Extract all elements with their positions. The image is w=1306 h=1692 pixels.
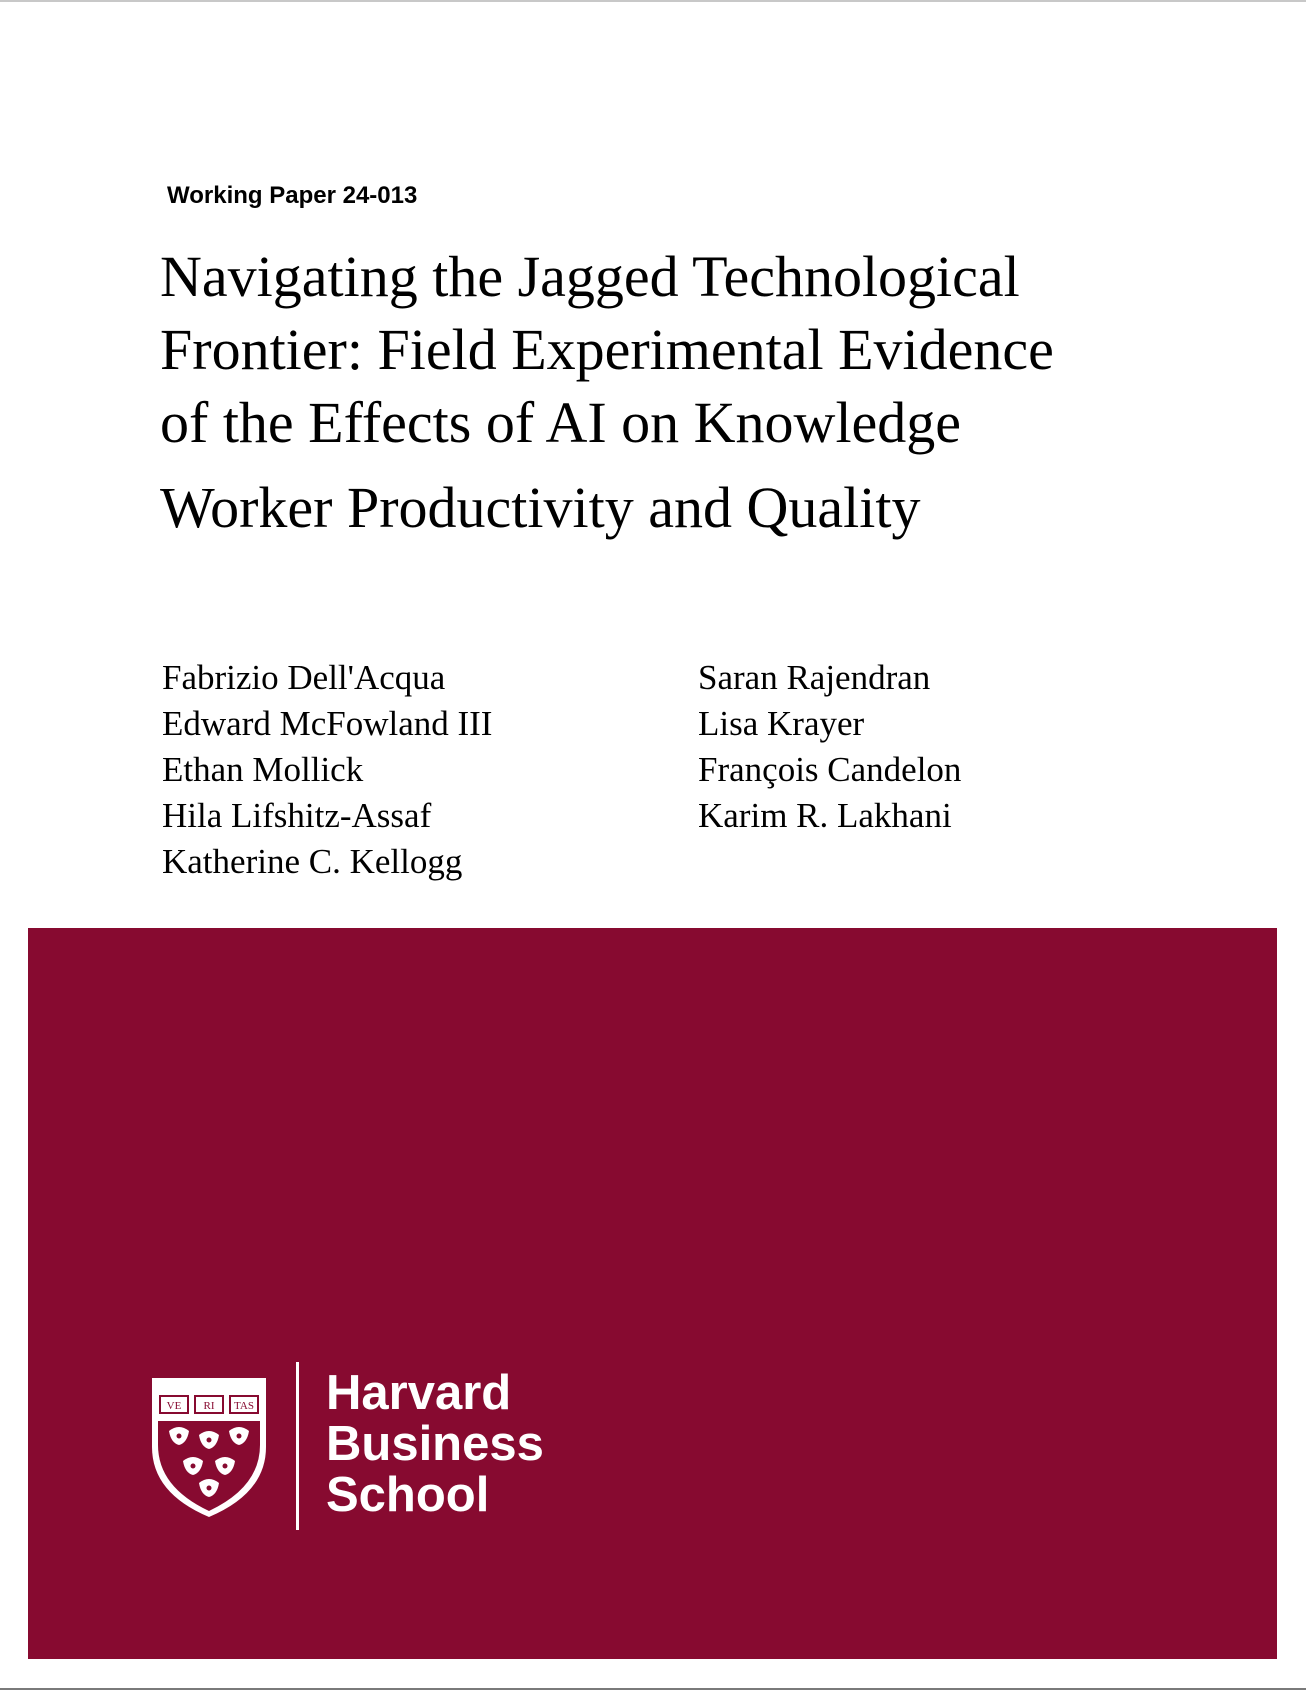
shield-dot [191,1464,196,1469]
shield-dot [207,1438,212,1443]
shield-dot [177,1434,182,1439]
brand-name-line: Business [326,1417,544,1471]
page-top-rule [0,0,1306,2]
harvard-business-school-wordmark [326,1368,544,1521]
title-line: Navigating the Jagged Technological [160,244,1020,309]
author-name: Ethan Mollick [162,750,364,789]
brand-name-line: Harvard [326,1366,512,1420]
title-line: Frontier: Field Experimental Evidence [160,317,1054,382]
author-name: Karim R. Lakhani [698,796,952,835]
author-name: Hila Lifshitz-Assaf [162,796,432,835]
paper-title [160,240,1160,544]
working-paper-number: Working Paper 24-013 [167,182,418,209]
brand-divider [296,1362,299,1530]
veritas-shield-icon [149,1375,269,1520]
title-line: of the Effects of AI on Knowledge [160,390,962,455]
author-list-left [162,655,492,885]
author-name: Lisa Krayer [698,704,865,743]
shield-dot [207,1486,212,1491]
shield-book-text: VE [166,1400,182,1412]
brand-panel [28,928,1277,1659]
author-list-right [698,655,961,839]
shield-book-text: TAS [234,1400,254,1412]
author-name: François Candelon [698,750,962,789]
shield-book-text: RI [203,1400,215,1412]
shield-dot [223,1464,228,1469]
shield-dot [237,1434,242,1439]
page-bottom-rule [0,1688,1306,1690]
author-name: Saran Rajendran [698,658,931,697]
author-name: Edward McFowland III [162,704,493,743]
author-name: Fabrizio Dell'Acqua [162,658,446,697]
author-name: Katherine C. Kellogg [162,842,463,881]
brand-name-line: School [326,1468,490,1522]
title-line: Worker Productivity and Quality [160,475,921,540]
